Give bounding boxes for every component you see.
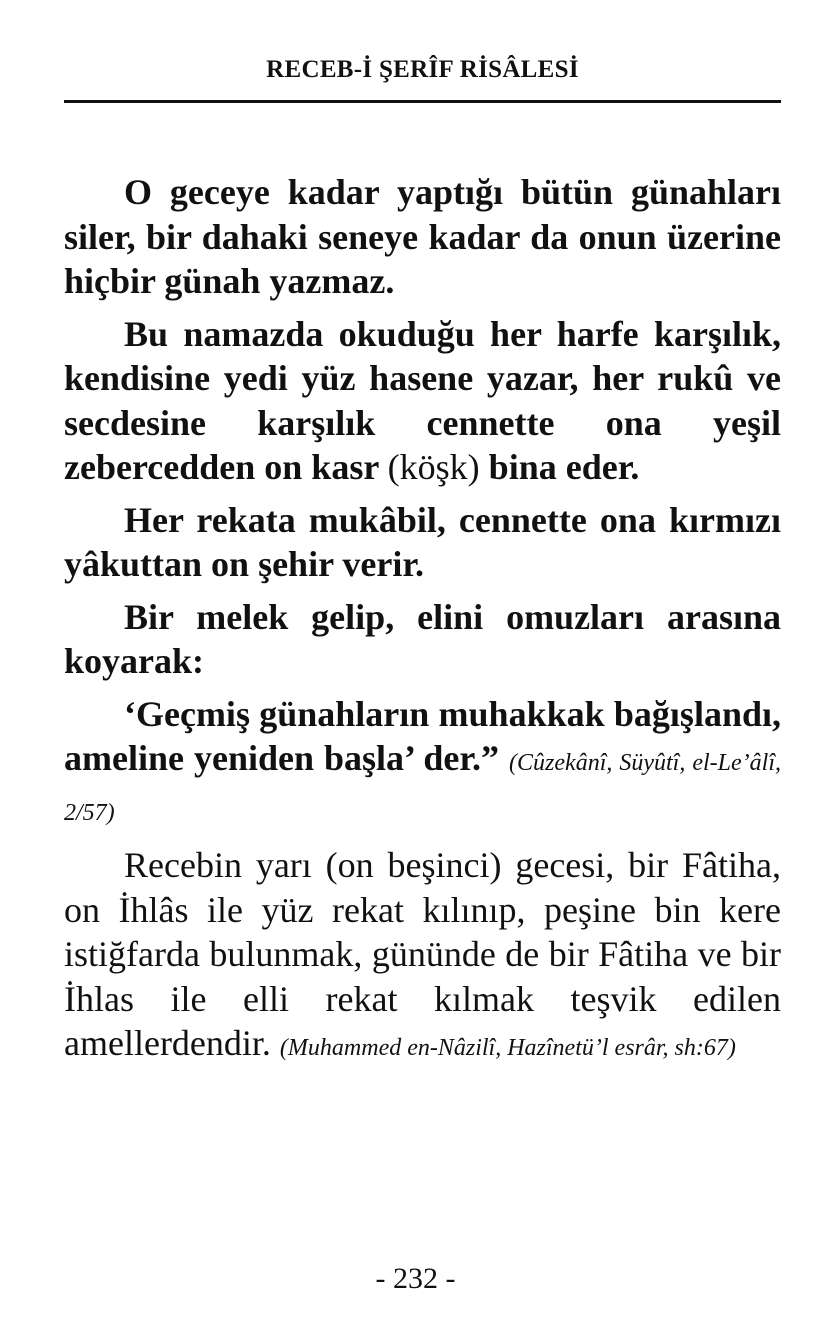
paragraph-4: Bir melek gelip, elini omuzları arasına koyarak: <box>64 596 781 681</box>
paragraph-5 <box>64 692 781 836</box>
citation-1: (Cûzekânî, Süyûtî, el-Le’âlî, 2/57) <box>64 750 781 826</box>
header-rule <box>64 100 781 103</box>
paragraph-3: Her rekata mukâbil, cennette ona kırmızı yâkuttan on şehir verir. <box>64 499 781 584</box>
quote-text: ‘Geçmiş günahların muhakkak bağışlandı, ameline yeniden başla’ der.” <box>64 693 781 778</box>
paragraph-6 <box>64 843 781 1071</box>
paragraph-2 <box>64 312 781 490</box>
paragraph-2-end: bina eder. <box>488 447 640 487</box>
page-number: - 232 - <box>375 1262 456 1295</box>
paragraph-2-text: Bu namazda okuduğu her harfe karşılık, kendisine yedi yüz hasene yazar, her rukû ve secdesine karşılık cennette ona yeşil zebercedden on kasr <box>64 313 781 487</box>
citation-2: (Muhammed en-Nâzilî, Hazînetü’l esrâr, sh:67) <box>279 1035 736 1061</box>
page-body <box>64 170 781 1079</box>
paragraph-6-text: Recebin yarı (on beşinci) gecesi, bir Fâtiha, on İhlâs ile yüz rekat kılınıp, peşine bin kere istiğfarda bulunmak, gününde de bir Fâtiha ve bir İhlas ile elli rekat kılmak teşvik edilen amellerdendir. <box>64 845 781 1063</box>
running-header: RECEB-İ ŞERÎF RİSÂLESİ <box>266 56 579 83</box>
paragraph-2-gloss: (köşk) <box>387 447 480 487</box>
paragraph-1: O geceye kadar yaptığı bütün günahları siler, bir dahaki seneye kadar da onun üzerine hiçbir günah yazmaz. <box>64 172 781 301</box>
